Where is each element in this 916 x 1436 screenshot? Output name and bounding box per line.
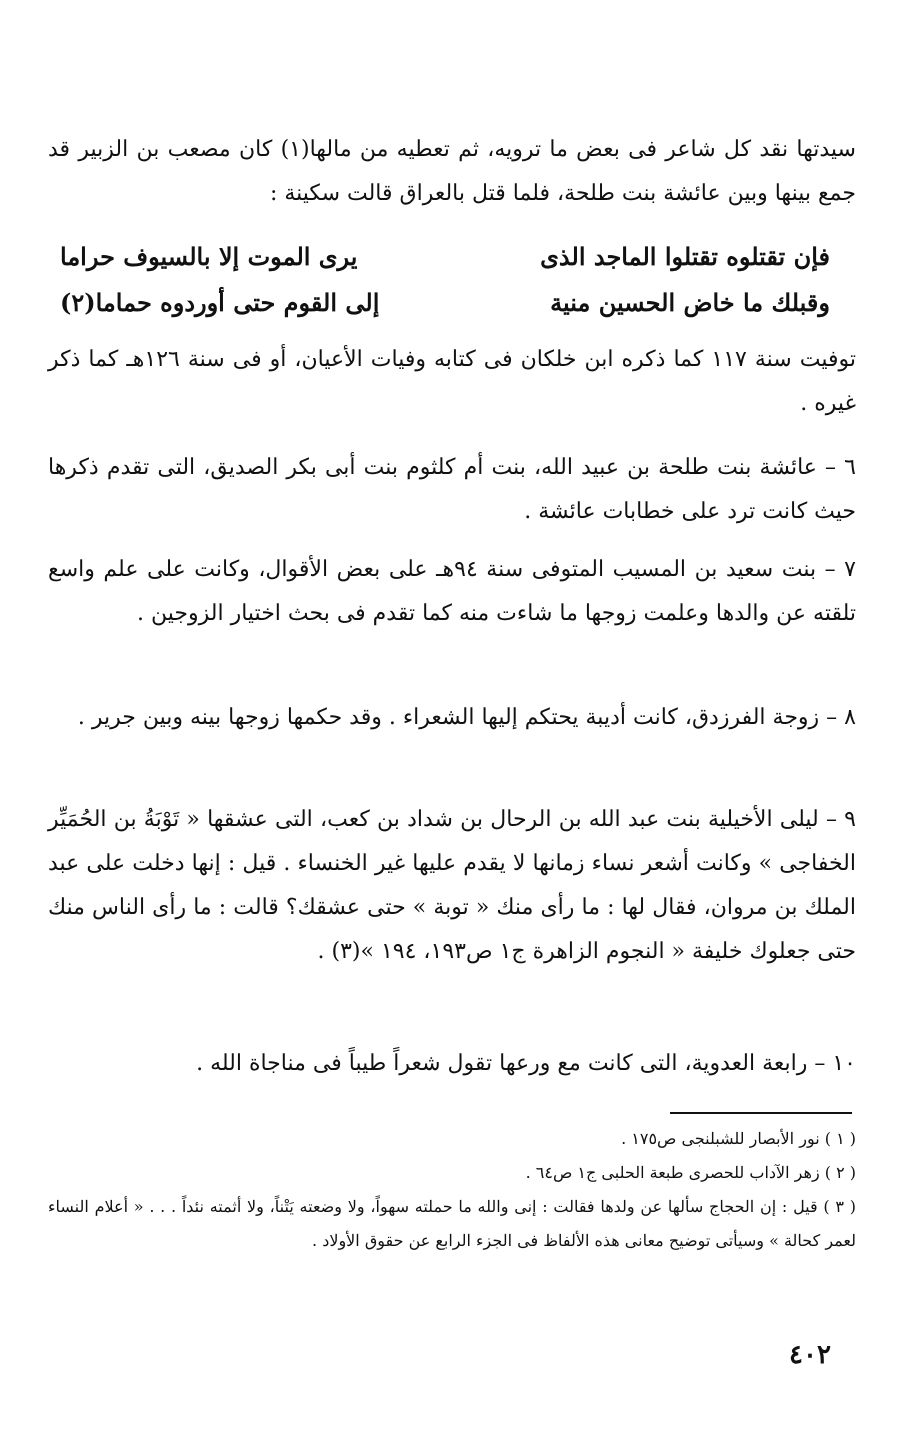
paragraph-item-8: ٨ – زوجة الفرزدق، كانت أديبة يحتكم إليها الشعراء . وقد حكمها زوجها بينه وبين جرير .	[77, 705, 856, 730]
verse-2-first-hemistich: وقبلك ما خاض الحسين منية	[550, 288, 830, 317]
paragraph-item-7: ٧ – بنت سعيد بن المسيب المتوفى سنة ٩٤هـ على بعض الأقوال، وكانت على علم واسع تلقته عن والدها وعلمت زوجها ما شاءت منه كما تقدم فى بحث اختيار الزوجين .	[48, 557, 856, 626]
footnote-3: ( ٣ ) قيل : إن الحجاج سألها عن ولدها فقالت : إنى والله ما حملته سهواً، ولا وضعته يَتْناً، ولا أثمته نئداً . . . « أعلام النساء لعمر كحالة » وسيأتى توضيح معانى هذه الألفاظ فى الجزء الرابع عن حقوق الأولاد .	[48, 1197, 857, 1250]
verse-line-1	[60, 232, 830, 282]
page-number: ٤٠٢	[789, 1340, 831, 1370]
verse-2-second-hemistich: إلى القوم حتى أوردوه حماما(٢)	[60, 288, 380, 317]
footnotes	[48, 1122, 856, 1258]
footnote-2: ( ٢ ) زهر الآداب للحصرى طبعة الحلبى ج١ ص٦٤ .	[525, 1163, 856, 1182]
paragraph-intro: سيدتها نقد كل شاعر فى بعض ما ترويه، ثم تعطيه من مالها(١) كان مصعب بن الزبير قد جمع بينها وبين عائشة بنت طلحة، فلما قتل بالعراق قالت سكينة :	[48, 137, 856, 206]
verse-1-second-hemistich: يرى الموت إلا بالسيوف حراما	[60, 242, 358, 271]
verse-1-first-hemistich: فإن تقتلوه تقتلوا الماجد الذى	[540, 242, 830, 271]
footnote-1: ( ١ ) نور الأبصار للشبلنجى ص١٧٥ .	[621, 1129, 856, 1148]
paragraph-item-10: ١٠ – رابعة العدوية، التى كانت مع ورعها تقول شعراً طيباً فى مناجاة الله .	[196, 1051, 856, 1076]
paragraph-death-date: توفيت سنة ١١٧ كما ذكره ابن خلكان فى كتابه وفيات الأعيان، أو فى سنة ١٢٦هـ كما ذكر غيره .	[48, 347, 856, 416]
footnote-divider	[670, 1112, 852, 1114]
verse-line-2	[60, 278, 830, 328]
paragraph-item-6: ٦ – عائشة بنت طلحة بن عبيد الله، بنت أم كلثوم بنت أبى بكر الصديق، التى تقدم ذكرها حيث كانت ترد على خطابات عائشة .	[48, 455, 856, 524]
paragraph-item-9: ٩ – ليلى الأخيلية بنت عبد الله بن الرحال بن شداد بن كعب، التى عشقها « تَوْبَةُ بن الحُمَيِّر الخفاجى » وكانت أشعر نساء زمانها لا يقدم عليها غير الخنساء . قيل : إنها دخلت على عبد الملك بن مروان، فقال لها : ما رأى منك « توبة » حتى عشقك؟ قالت : ما رأى الناس منك حتى جعلوك خليفة « النجوم الزاهرة ج١ ص١٩٣، ١٩٤ »(٣) .	[48, 807, 856, 964]
